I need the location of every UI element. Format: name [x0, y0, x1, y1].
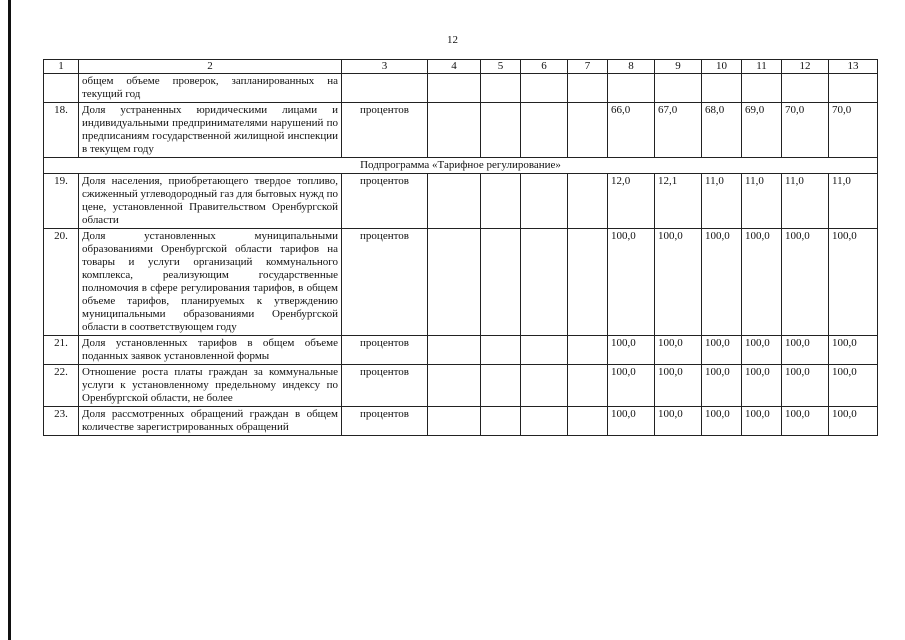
value-cell: 100,0 [742, 365, 782, 407]
page-number: 12 [447, 34, 458, 46]
row-number-cell: 20. [44, 229, 79, 336]
header-cell: 12 [782, 60, 829, 74]
value-cell: 100,0 [655, 365, 702, 407]
value-cell: 100,0 [742, 407, 782, 436]
value-cell [521, 103, 568, 158]
value-cell: 67,0 [655, 103, 702, 158]
value-cell [742, 74, 782, 103]
value-cell: 100,0 [742, 229, 782, 336]
value-cell: 100,0 [702, 229, 742, 336]
value-cell: 100,0 [829, 336, 878, 365]
value-cell [568, 365, 608, 407]
value-cell: 100,0 [655, 336, 702, 365]
value-cell: 70,0 [829, 103, 878, 158]
header-cell: 11 [742, 60, 782, 74]
value-cell [568, 336, 608, 365]
row-number-cell: 21. [44, 336, 79, 365]
row-number-cell: 19. [44, 174, 79, 229]
value-cell [702, 74, 742, 103]
value-cell: 100,0 [608, 336, 655, 365]
value-cell [481, 74, 521, 103]
unit-cell: процентов [342, 174, 428, 229]
value-cell [568, 407, 608, 436]
unit-cell: процентов [342, 336, 428, 365]
row-number-cell: 18. [44, 103, 79, 158]
value-cell: 11,0 [702, 174, 742, 229]
value-cell [782, 74, 829, 103]
value-cell: 100,0 [702, 407, 742, 436]
header-cell: 7 [568, 60, 608, 74]
value-cell: 12,0 [608, 174, 655, 229]
value-cell: 100,0 [608, 229, 655, 336]
value-cell: 66,0 [608, 103, 655, 158]
value-cell [481, 365, 521, 407]
value-cell [521, 174, 568, 229]
value-cell: 11,0 [829, 174, 878, 229]
value-cell [521, 74, 568, 103]
header-cell: 10 [702, 60, 742, 74]
value-cell: 100,0 [608, 407, 655, 436]
header-cell: 8 [608, 60, 655, 74]
value-cell: 100,0 [829, 365, 878, 407]
value-cell [568, 174, 608, 229]
value-cell [829, 74, 878, 103]
unit-cell: процентов [342, 103, 428, 158]
subprogram-heading: Подпрограмма «Тарифное регулирование» [44, 158, 878, 174]
indicator-name-cell: Доля установленных муниципальными образованиями Оренбургской области тарифов на товары и услуги организаций коммунального комплекса, реализующим государственные полномочия в сфере регулирования тарифов, в общем объеме тарифов, планируемых к утверждению муниципальными образованиями Оренбургской области в соответствующем году [79, 229, 342, 336]
value-cell: 100,0 [782, 407, 829, 436]
value-cell [521, 407, 568, 436]
row-number-cell: 22. [44, 365, 79, 407]
value-cell [428, 74, 481, 103]
value-cell [481, 103, 521, 158]
value-cell [428, 229, 481, 336]
value-cell [521, 229, 568, 336]
value-cell: 68,0 [702, 103, 742, 158]
value-cell [568, 229, 608, 336]
value-cell: 100,0 [655, 407, 702, 436]
value-cell: 100,0 [829, 407, 878, 436]
value-cell [481, 336, 521, 365]
indicators-table [43, 59, 878, 436]
value-cell: 12,1 [655, 174, 702, 229]
table-row [44, 229, 878, 336]
value-cell [655, 74, 702, 103]
row-number-cell: 23. [44, 407, 79, 436]
value-cell: 100,0 [702, 336, 742, 365]
value-cell: 70,0 [782, 103, 829, 158]
table-row [44, 336, 878, 365]
value-cell [568, 74, 608, 103]
header-cell: 4 [428, 60, 481, 74]
value-cell [521, 365, 568, 407]
value-cell [428, 407, 481, 436]
page-edge-bar [8, 0, 11, 640]
table-row [44, 174, 878, 229]
value-cell: 100,0 [782, 229, 829, 336]
value-cell [608, 74, 655, 103]
value-cell [428, 336, 481, 365]
indicator-name-cell: Отношение роста платы граждан за коммунальные услуги к установленному предельному индексу по Оренбургской области, не более [79, 365, 342, 407]
value-cell [521, 336, 568, 365]
unit-cell: процентов [342, 365, 428, 407]
table-row [44, 407, 878, 436]
header-cell: 2 [79, 60, 342, 74]
value-cell [481, 407, 521, 436]
value-cell: 69,0 [742, 103, 782, 158]
unit-cell [342, 74, 428, 103]
value-cell: 11,0 [782, 174, 829, 229]
row-number-cell [44, 74, 79, 103]
value-cell: 100,0 [608, 365, 655, 407]
header-cell: 1 [44, 60, 79, 74]
header-cell: 6 [521, 60, 568, 74]
value-cell: 100,0 [782, 365, 829, 407]
indicator-name-cell: общем объеме проверок, запланированных на текущий год [79, 74, 342, 103]
value-cell: 100,0 [742, 336, 782, 365]
indicator-name-cell: Доля устраненных юридическими лицами и индивидуальными предпринимателями нарушений по предписаниям государственной жилищной инспекции в текущем году [79, 103, 342, 158]
value-cell: 100,0 [829, 229, 878, 336]
value-cell [481, 229, 521, 336]
value-cell [428, 174, 481, 229]
unit-cell: процентов [342, 229, 428, 336]
value-cell: 100,0 [655, 229, 702, 336]
header-row [44, 60, 878, 74]
value-cell [428, 103, 481, 158]
table-row [44, 74, 878, 103]
indicator-name-cell: Доля рассмотренных обращений граждан в общем количестве зарегистрированных обращений [79, 407, 342, 436]
subprogram-row [44, 158, 878, 174]
header-cell: 9 [655, 60, 702, 74]
indicator-name-cell: Доля установленных тарифов в общем объеме поданных заявок установленной формы [79, 336, 342, 365]
value-cell [481, 174, 521, 229]
indicator-name-cell: Доля населения, приобретающего твердое топливо, сжиженный углеводородный газ для бытовых нужд по цене, установленной Правительством Оренбургской области [79, 174, 342, 229]
value-cell: 11,0 [742, 174, 782, 229]
table-row [44, 365, 878, 407]
unit-cell: процентов [342, 407, 428, 436]
value-cell [428, 365, 481, 407]
value-cell: 100,0 [702, 365, 742, 407]
table-row [44, 103, 878, 158]
header-cell: 5 [481, 60, 521, 74]
header-cell: 3 [342, 60, 428, 74]
header-cell: 13 [829, 60, 878, 74]
value-cell: 100,0 [782, 336, 829, 365]
value-cell [568, 103, 608, 158]
